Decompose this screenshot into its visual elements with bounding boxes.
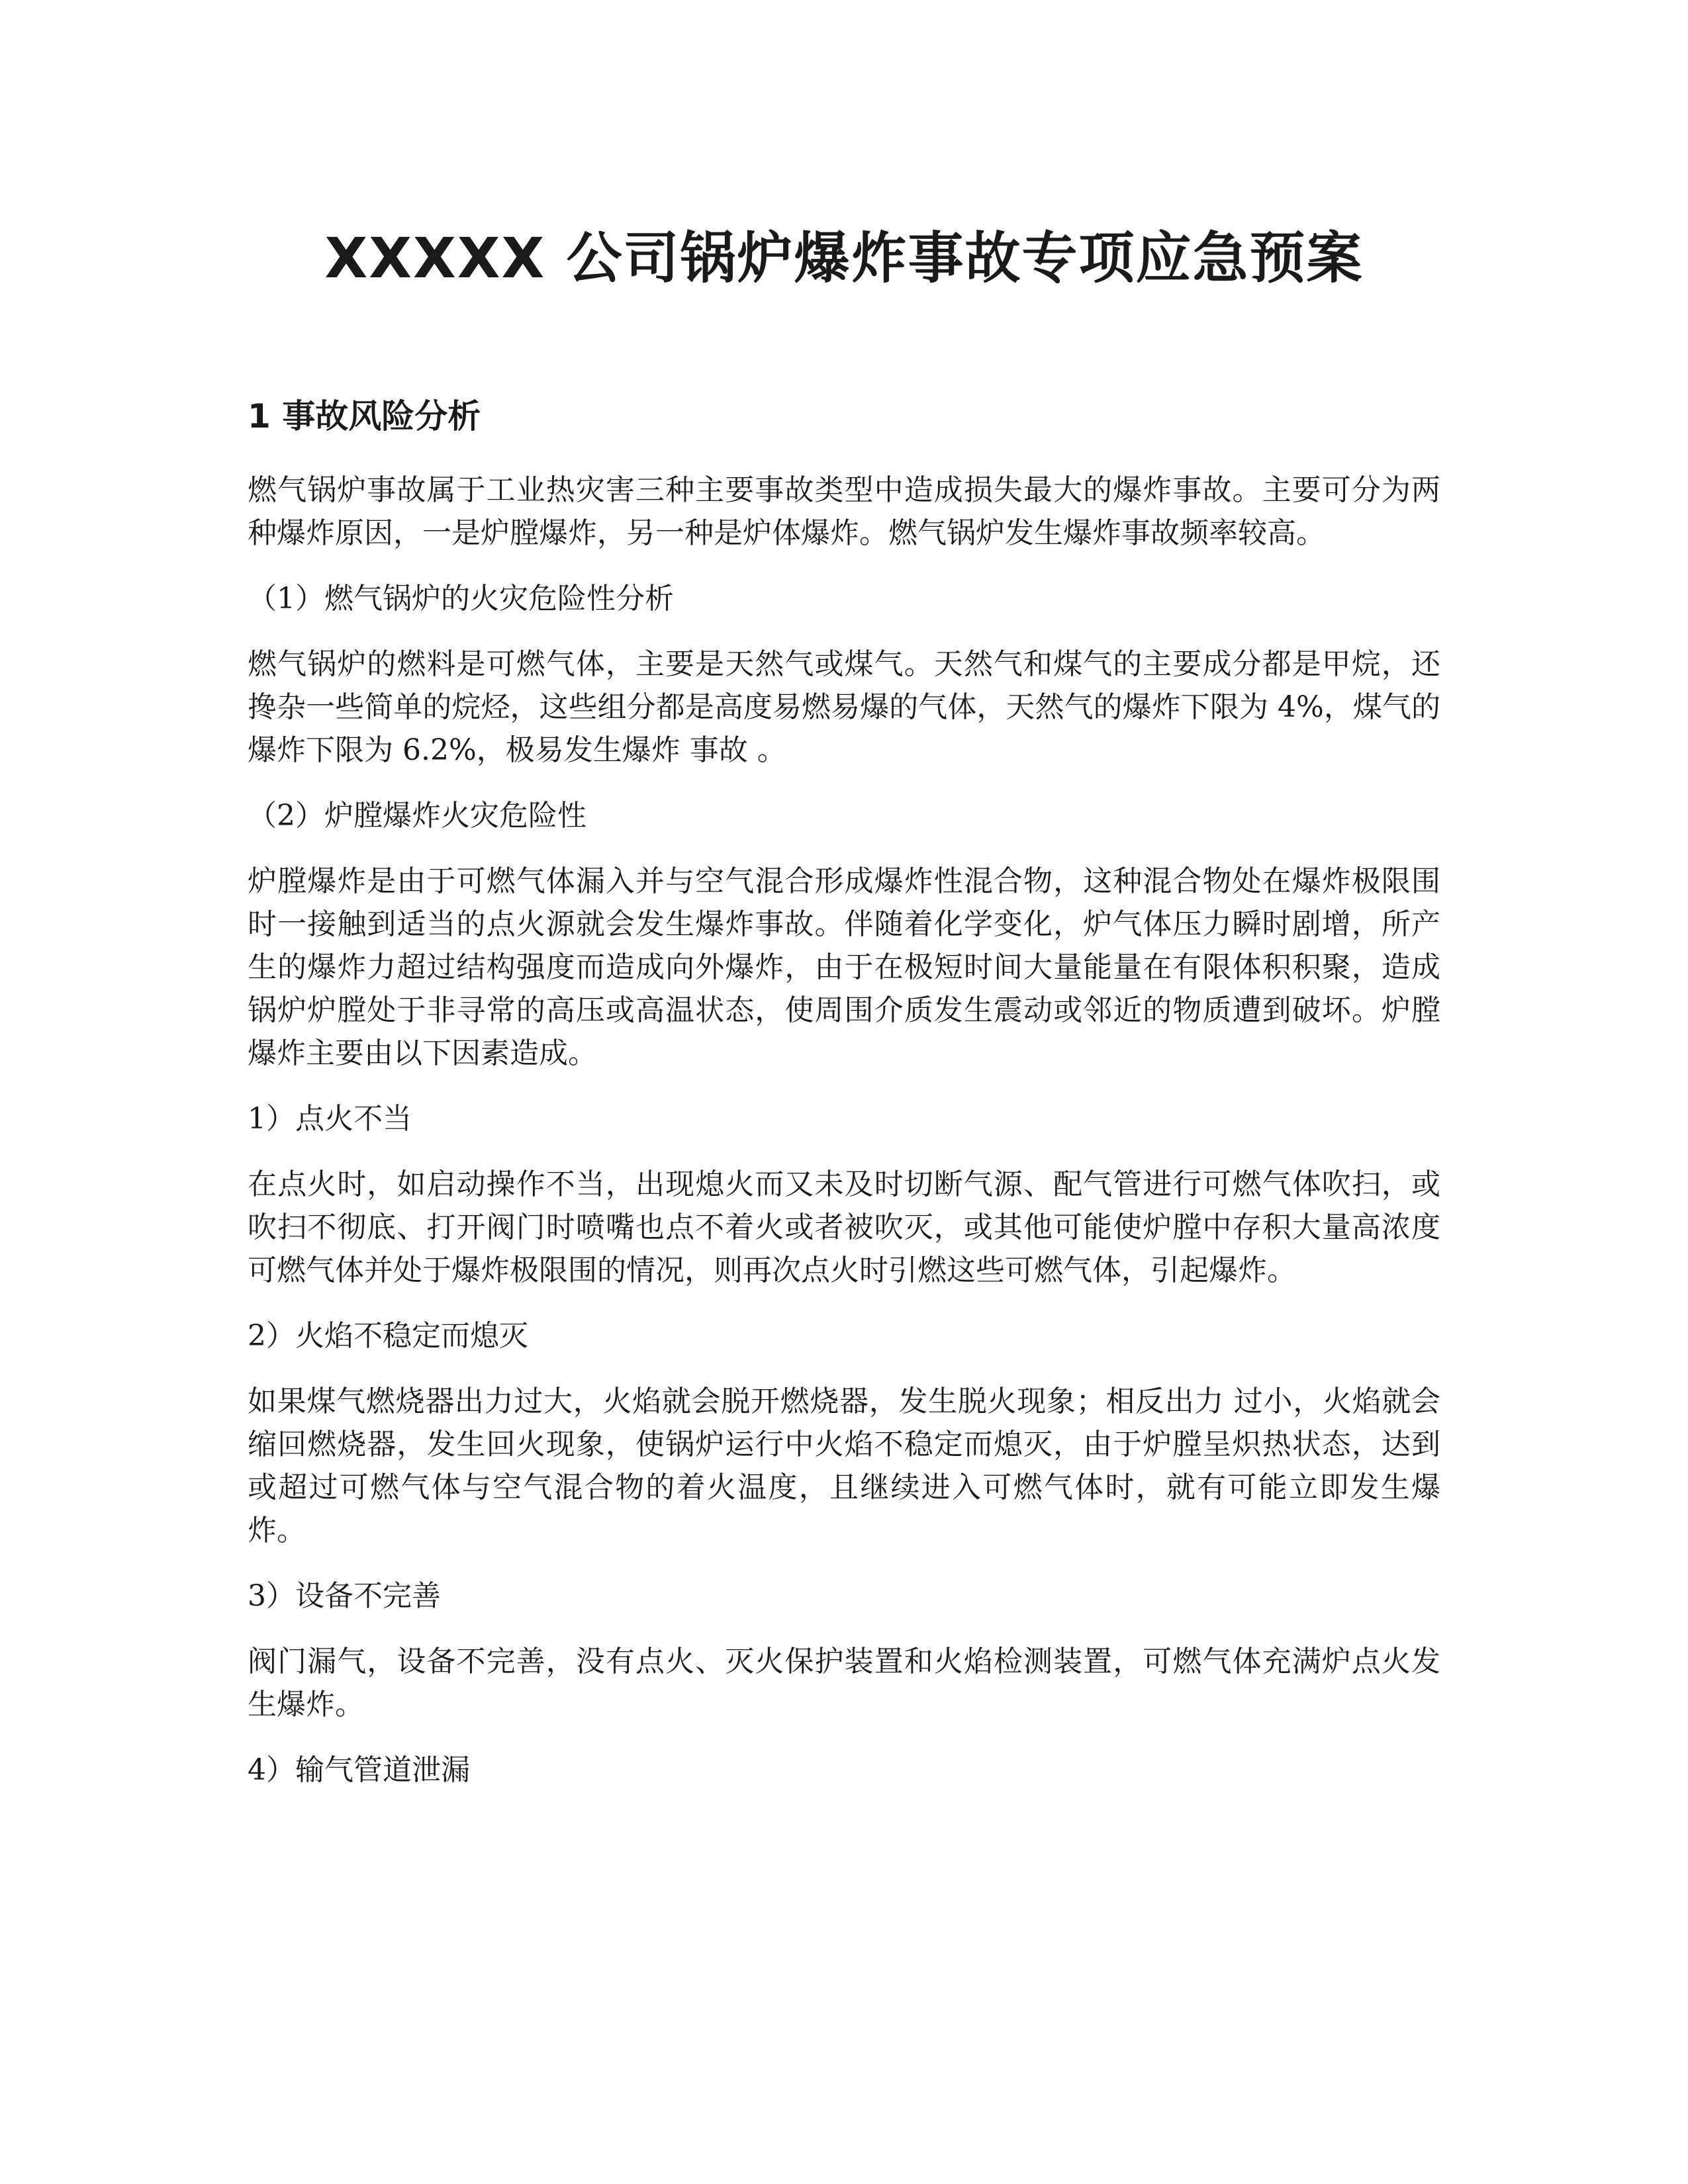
body-paragraph: 阀门漏气，设备不完善，没有点火、灭火保护装置和火焰检测装置，可燃气体充满炉点火发生爆炸。: [248, 1645, 1440, 1721]
list-item-heading: 3）设备不完善: [248, 1579, 441, 1613]
body-paragraph: 燃气锅炉的燃料是可燃气体，主要是天然气或煤气。天然气和煤气的主要成分都是甲烷，还搀杂一些简单的烷烃，这些组分都是高度易燃易爆的气体，天然气的爆炸下限为 4%，煤气的爆炸下限为 6.2%，极易发生爆炸 事故 。: [248, 647, 1440, 767]
list-item-heading: 1）点火不当: [248, 1102, 412, 1136]
list-item-heading: 2）火焰不稳定而熄灭: [248, 1319, 528, 1353]
document-title: XXXXX 公司锅炉爆炸事故专项应急预案: [324, 226, 1364, 291]
subsection-heading: （2）炉膛爆炸火灾危险性: [248, 799, 586, 833]
body-paragraph: 如果煤气燃烧器出力过大，火焰就会脱开燃烧器，发生脱火现象；相反出力 过小，火焰就会缩回燃烧器，发生回火现象，使锅炉运行中火焰不稳定而熄灭，由于炉膛呈炽热状态，达到或超过可燃气体与空气混合物的着火温度，且继续进入可燃气体时，就有可能立即发生爆炸。: [248, 1385, 1440, 1547]
body-paragraph: 炉膛爆炸是由于可燃气体漏入并与空气混合形成爆炸性混合物，这种混合物处在爆炸极限围时一接触到适当的点火源就会发生爆炸事故。伴随着化学变化，炉气体压力瞬时剧增，所产生的爆炸力超过结构强度而造成向外爆炸，由于在极短时间大量能量在有限体积积聚，造成锅炉炉膛处于非寻常的高压或高温状态，使周围介质发生震动或邻近的物质遭到破坏。炉膛爆炸主要由以下因素造成。: [248, 864, 1440, 1070]
section-heading: 1 事故风险分析: [248, 397, 481, 435]
body-paragraph: 燃气锅炉事故属于工业热灾害三种主要事故类型中造成损失最大的爆炸事故。主要可分为两种爆炸原因，一是炉膛爆炸，另一种是炉体爆炸。燃气锅炉发生爆炸事故频率较高。: [248, 473, 1440, 550]
list-item-heading: 4）输气管道泄漏: [248, 1753, 470, 1787]
document-body: [248, 390, 1440, 1814]
body-paragraph: 在点火时，如启动操作不当，出现熄火而又未及时切断气源、配气管进行可燃气体吹扫，或吹扫不彻底、打开阀门时喷嘴也点不着火或者被吹灭，或其他可能使炉膛中存积大量高浓度可燃气体并处于爆炸极限围的情况，则再次点火时引燃这些可燃气体，引起爆炸。: [248, 1167, 1440, 1287]
subsection-heading: （1）燃气锅炉的火灾危险性分析: [248, 582, 674, 615]
